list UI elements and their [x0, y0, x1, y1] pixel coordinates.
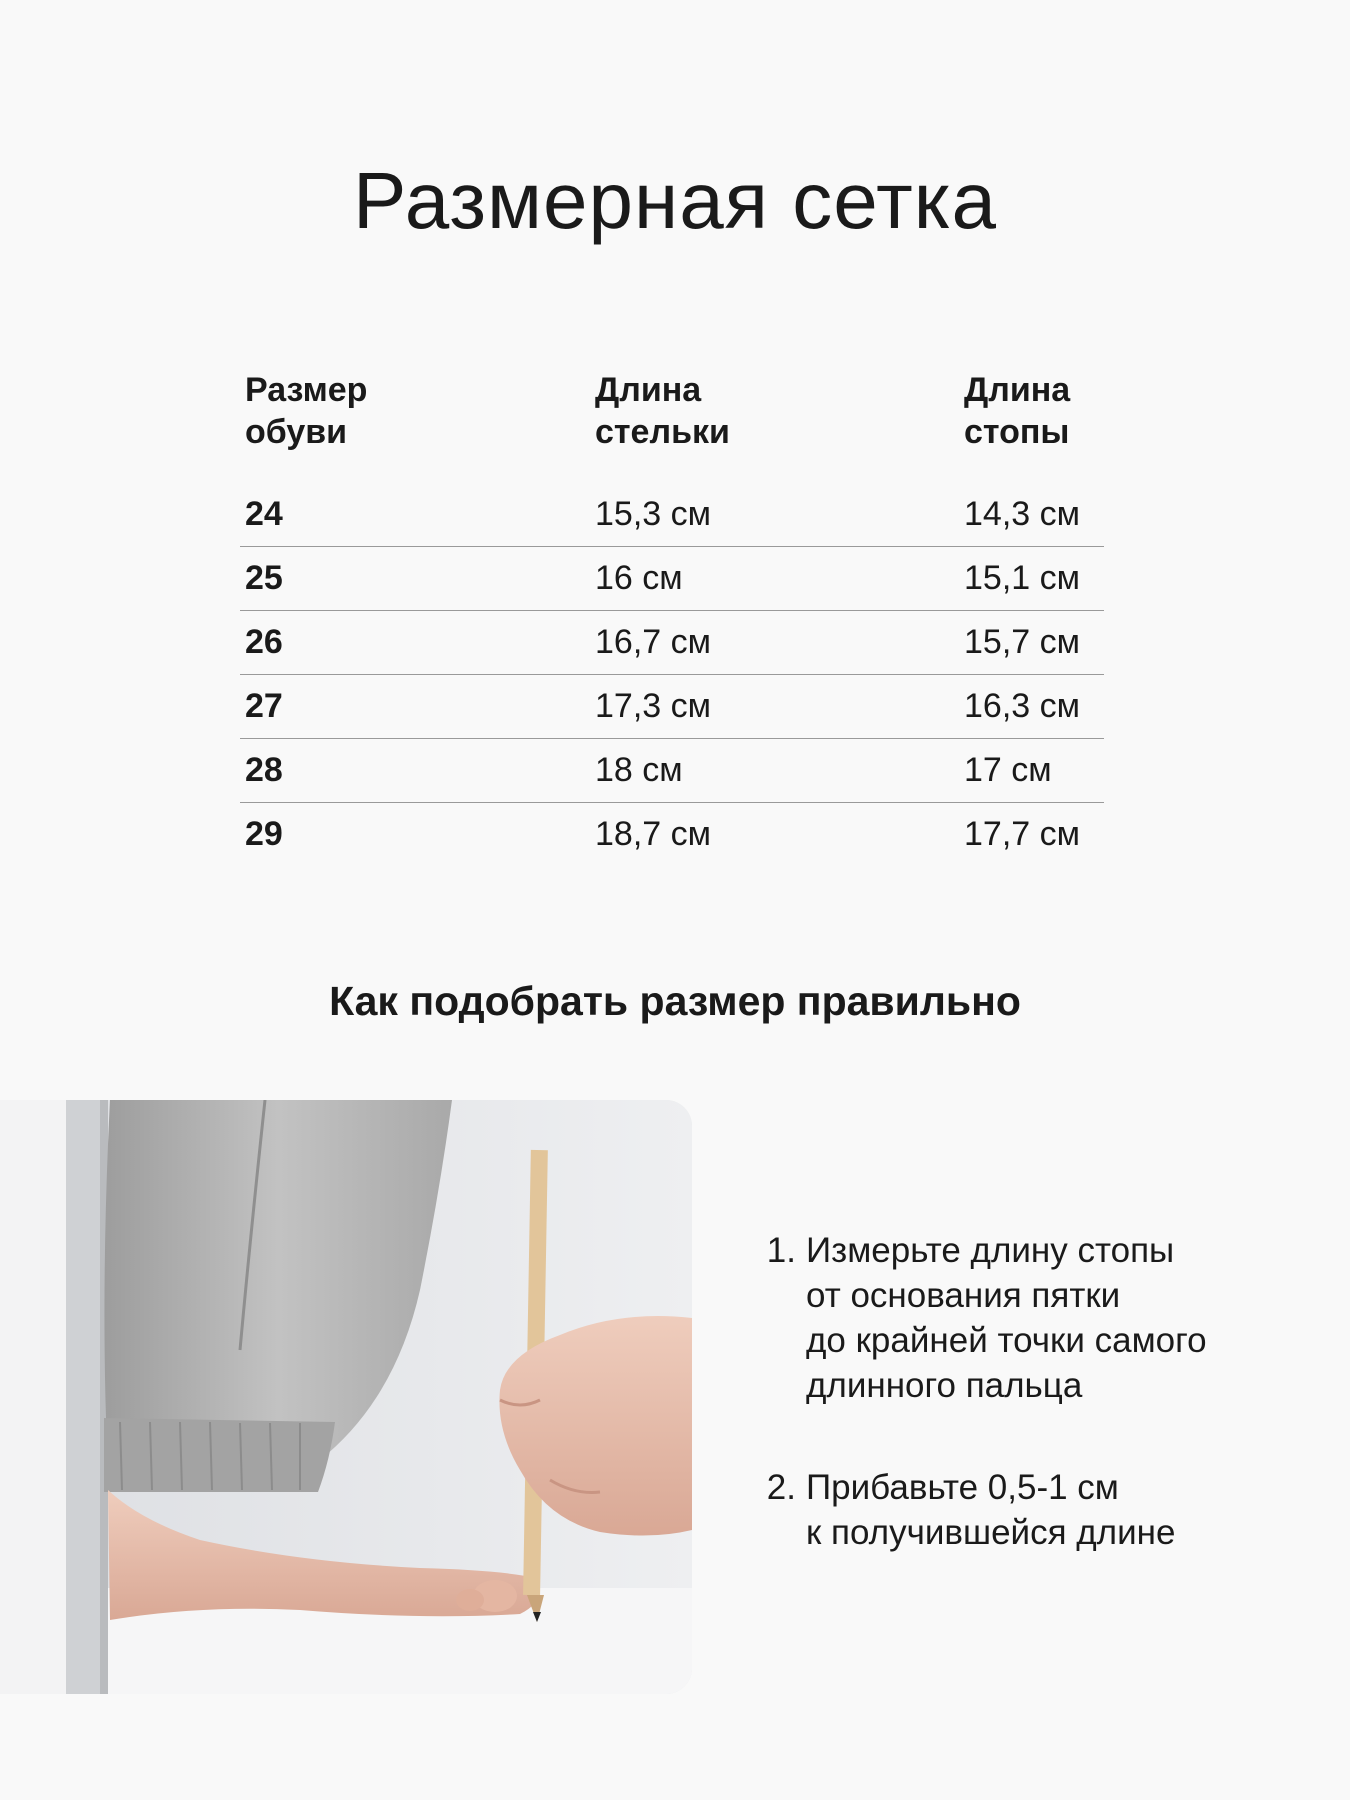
- table-row: [240, 803, 1104, 867]
- instruction-step: [740, 1465, 1320, 1555]
- table-header-row: [240, 365, 1104, 483]
- step-text: Измерьте длину стопы от основания пятки до крайней точки самого длинного пальца: [806, 1231, 1207, 1405]
- insole-length-cell: 18 см: [590, 739, 959, 803]
- table-row: [240, 483, 1104, 547]
- table-row: [240, 611, 1104, 675]
- step-number: 2.: [766, 1468, 796, 1507]
- foot-length-cell: 17,7 см: [959, 803, 1104, 867]
- shoe-size-cell: 29: [240, 803, 590, 867]
- insole-length-cell: 18,7 см: [590, 803, 959, 867]
- insole-length-cell: 16 см: [590, 547, 959, 611]
- foot-length-cell: 14,3 см: [964, 495, 1080, 533]
- instructions-list: [740, 1228, 1320, 1612]
- foot-length-cell: 16,3 см: [959, 675, 1104, 739]
- page-title: Размерная сетка: [353, 156, 997, 245]
- step-text: Прибавьте 0,5-1 см к получившейся длине: [806, 1468, 1176, 1552]
- insole-length-cell: 17,3 см: [590, 675, 959, 739]
- foot-length-cell: 17 см: [959, 739, 1104, 803]
- instruction-step: [740, 1228, 1320, 1408]
- shoe-size-cell: 28: [240, 739, 590, 803]
- shoe-size-cell: 26: [240, 611, 590, 675]
- header-foot-length: Длина стопы: [964, 371, 1071, 451]
- foot-length-cell: 15,7 см: [959, 611, 1104, 675]
- foot-measurement-photo: [0, 1100, 692, 1694]
- how-to-title: Как подобрать размер правильно: [329, 978, 1021, 1024]
- shoe-size-cell: 25: [240, 547, 590, 611]
- table-row: [240, 547, 1104, 611]
- header-insole-length: Длина стельки: [595, 371, 730, 451]
- header-shoe-size: Размер обуви: [245, 371, 368, 451]
- table-row: [240, 675, 1104, 739]
- shoe-size-cell: 27: [240, 675, 590, 739]
- insole-length-cell: 15,3 см: [595, 495, 711, 533]
- size-table: [240, 365, 1104, 866]
- foot-length-cell: 15,1 см: [959, 547, 1104, 611]
- shoe-size-cell: 24: [245, 495, 283, 533]
- table-row: [240, 739, 1104, 803]
- step-number: 1.: [766, 1231, 796, 1270]
- insole-length-cell: 16,7 см: [590, 611, 959, 675]
